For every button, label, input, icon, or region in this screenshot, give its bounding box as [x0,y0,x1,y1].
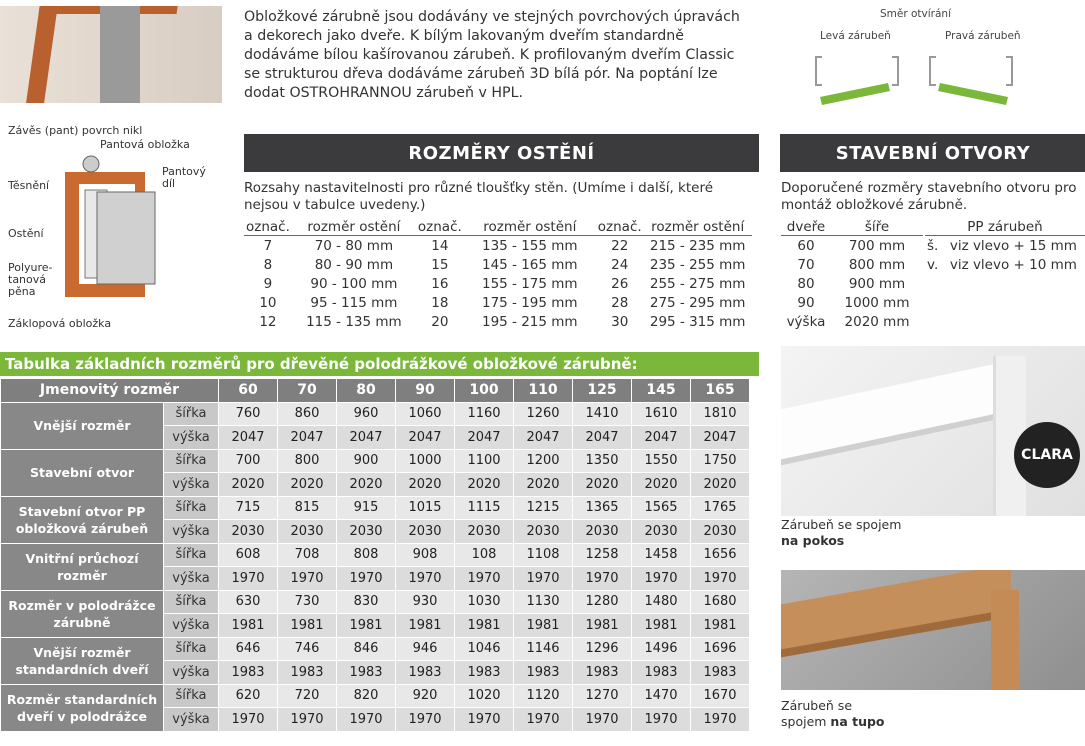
reveal-mark: 30 [611,313,629,330]
reveal-mark: 8 [263,256,273,273]
table-cell: 1970 [219,708,278,732]
table-cell: 1981 [278,614,337,638]
row-label: Vnitřní průchozí rozměr [1,543,164,590]
table-cell: 1970 [396,708,455,732]
reveal-size: 175 - 195 mm [481,294,578,311]
caption-text: Zárubeň se [781,698,853,713]
row-label: Rozměr standardních dveří v polodrážce [1,684,164,731]
reveal-size: 155 - 175 mm [481,275,578,292]
row-dimension: výška [164,473,219,497]
reveal-size: 235 - 255 mm [649,256,746,273]
table-cell: 2047 [573,426,632,450]
table-cell: 1970 [691,708,750,732]
pp-row [925,236,1085,256]
table-cell: 800 [278,449,337,473]
table-cell: 2047 [219,426,278,450]
butt-joint-caption [781,698,885,730]
table-cell: 1410 [573,402,632,426]
opening-width: 1000 mm [844,294,910,311]
reveal-row [244,255,752,274]
col-mark: označ. [246,219,290,235]
table-cell: 1981 [396,614,455,638]
frame-cross-section [55,150,165,300]
table-cell: 1200 [514,449,573,473]
table-cell: 2047 [337,426,396,450]
table-cell: 1983 [455,661,514,685]
reveal-size: 95 - 115 mm [310,294,398,311]
reveal-size: 275 - 295 mm [649,294,746,311]
table-row [1,637,750,661]
table-cell: 2020 [219,473,278,497]
row-dimension: výška [164,708,219,732]
table-cell: 960 [337,402,396,426]
table-cell: 1100 [455,449,514,473]
table-cell: 830 [337,590,396,614]
reveal-size: 70 - 80 mm [314,237,394,254]
table-cell: 2047 [455,426,514,450]
row-dimension: šířka [164,496,219,520]
opening-direction-title: Směr otvírání [880,8,952,20]
reveal-size: 115 - 135 mm [306,313,402,330]
nominal-size: 90 [396,379,455,403]
table-cell: 2030 [514,520,573,544]
col-size: rozměr ostění [464,219,596,236]
table-cell: 1983 [219,661,278,685]
reveal-size: 295 - 315 mm [649,313,746,330]
table-cell: 930 [396,590,455,614]
table-cell: 1258 [573,543,632,567]
row-dimension: výška [164,426,219,450]
table-cell: 2030 [219,520,278,544]
table-cell: 1270 [573,684,632,708]
reveal-mark: 28 [611,294,629,311]
col-mark: označ. [597,219,642,235]
table-cell: 1970 [573,567,632,591]
table-cell: 820 [337,684,396,708]
table-cell: 1970 [219,567,278,591]
table-row [1,684,750,708]
table-cell: 1970 [514,708,573,732]
table-cell: 1983 [337,661,396,685]
table-cell: 715 [219,496,278,520]
table-cell: 1970 [337,567,396,591]
table-cell: 700 [219,449,278,473]
table-cell: 1750 [691,449,750,473]
nominal-size: 110 [514,379,573,403]
row-dimension: šířka [164,684,219,708]
table-cell: 1470 [632,684,691,708]
table-cell: 2030 [337,520,396,544]
reveal-size: 145 - 165 mm [481,256,578,273]
right-frame-label: Pravá zárubeň [945,30,1021,42]
table-cell: 1983 [573,661,632,685]
hinge-label: Závěs (pant) povrch nikl [8,124,143,137]
row-dimension: šířka [164,637,219,661]
door-size: výška [786,313,826,330]
table-cell: 1970 [278,708,337,732]
table-cell: 1981 [337,614,396,638]
table-cell: 1680 [691,590,750,614]
table-cell: 760 [219,402,278,426]
reveal-header: ROZMĚRY OSTĚNÍ [244,134,759,172]
table-cell: 1981 [219,614,278,638]
reveal-size: 195 - 215 mm [481,313,578,330]
table-cell: 915 [337,496,396,520]
table-cell: 1970 [455,708,514,732]
openings-row [781,274,923,293]
main-table-title: Tabulka základních rozměrů pro dřevěné polodrážkové obložkové zárubně: [0,352,759,376]
table-cell: 1970 [278,567,337,591]
col-door: dveře [781,219,831,236]
table-cell: 1970 [691,567,750,591]
table-cell: 108 [455,543,514,567]
table-cell: 1260 [514,402,573,426]
table-cell: 720 [278,684,337,708]
row-dimension: šířka [164,402,219,426]
caption-text: Zárubeň se spojem [781,517,902,532]
table-cell: 1480 [632,590,691,614]
reveal-mark: 20 [431,313,449,330]
reveal-size: 80 - 90 mm [314,256,394,273]
openings-header: STAVEBNÍ OTVORY [780,134,1085,172]
reveal-row [244,274,752,293]
table-cell: 608 [219,543,278,567]
table-cell: 908 [396,543,455,567]
table-cell: 2030 [396,520,455,544]
table-cell: 1970 [573,708,632,732]
reveal-mark: 16 [431,275,449,292]
nominal-size-label: Jmenovitý rozměr [1,379,219,403]
table-cell: 1015 [396,496,455,520]
table-cell: 2047 [278,426,337,450]
reveal-size: 90 - 100 mm [310,275,398,292]
left-frame-label: Levá zárubeň [820,30,891,42]
col-size: rozměr ostění [292,219,416,236]
door-size: 60 [797,237,815,254]
caption-text: spojem [781,714,831,729]
table-cell: 1458 [632,543,691,567]
table-cell: 900 [337,449,396,473]
table-cell: 620 [219,684,278,708]
hinge-trim-label: Pantová obložka [100,138,190,151]
reveal-mark: 24 [611,256,629,273]
reveal-row [244,236,752,256]
pp-value: viz vlevo + 15 mm [949,237,1077,254]
row-label: Vnější rozměr [1,402,164,449]
openings-row [781,236,923,256]
table-cell: 2030 [455,520,514,544]
row-label: Stavební otvor PP obložková zárubeň [1,496,164,543]
reveal-size: 215 - 235 mm [649,237,746,254]
table-cell: 1120 [514,684,573,708]
pp-value: viz vlevo + 10 mm [949,256,1077,273]
hinge-part-label: Pantový díl [162,165,206,190]
table-cell: 2020 [691,473,750,497]
pp-row [925,255,1085,274]
row-dimension: šířka [164,543,219,567]
table-cell: 1765 [691,496,750,520]
nominal-size: 100 [455,379,514,403]
table-cell: 2047 [691,426,750,450]
pp-frame-table [925,219,1085,274]
openings-description: Doporučené rozměry stavebního otvoru pro montáž obložkové zárubně. [781,180,1077,213]
door-frame-photo [0,6,222,103]
door-size: 90 [797,294,815,311]
reveal-mark: 7 [263,237,273,254]
reveal-mark: 10 [259,294,277,311]
mitred-joint-caption [781,517,901,549]
opening-direction-diagram [800,45,1050,115]
table-cell: 708 [278,543,337,567]
table-cell: 1696 [691,637,750,661]
intro-text: Obložkové zárubně jsou dodávány ve stejných povrchových úpravách a dekorech jako dveře. K bílým lakovaným dveřím standardně dodáváme bílou kašírovanou zárubeň. K profilovaným dveřím Classic se strukturou dřeva dodáváme zárubeň 3D bílá pór. Na poptání lze dodat OSTROHRANNOU zárubeň v HPL. [244,9,740,101]
table-cell: 946 [396,637,455,661]
dimensions-table [0,378,750,732]
table-cell: 1970 [337,708,396,732]
table-cell: 2020 [337,473,396,497]
table-cell: 860 [278,402,337,426]
col-width: šíře [831,219,923,236]
opening-width: 900 mm [848,275,906,292]
reveal-mark: 14 [431,237,449,254]
row-label: Vnější rozměr standardních dveří [1,637,164,684]
table-cell: 1020 [455,684,514,708]
table-cell: 2047 [396,426,455,450]
table-cell: 2020 [632,473,691,497]
reveal-mark: 26 [611,275,629,292]
table-cell: 1108 [514,543,573,567]
caption-bold: na tupo [830,714,885,729]
reveal-label: Ostění [8,227,44,240]
opening-width: 800 mm [848,256,906,273]
row-dimension: výška [164,661,219,685]
table-cell: 846 [337,637,396,661]
row-dimension: výška [164,567,219,591]
openings-table [781,219,923,331]
opening-width: 2020 mm [844,313,910,330]
table-cell: 1656 [691,543,750,567]
table-cell: 2030 [691,520,750,544]
table-cell: 646 [219,637,278,661]
openings-row [781,293,923,312]
table-cell: 2020 [514,473,573,497]
door-size: 80 [797,275,815,292]
nominal-size: 125 [573,379,632,403]
reveal-row [244,293,752,312]
base-trim-label: Záklopová obložka [8,317,112,330]
table-row [1,496,750,520]
reveal-row [244,312,752,331]
openings-row [781,255,923,274]
seal-label: Těsnění [8,179,50,192]
row-label: Stavební otvor [1,449,164,496]
table-cell: 1130 [514,590,573,614]
clara-badge: CLARA [1014,422,1080,488]
table-cell: 1981 [514,614,573,638]
reveal-size: 135 - 155 mm [481,237,578,254]
reveal-mark: 9 [263,275,273,292]
table-cell: 1970 [396,567,455,591]
table-cell: 1970 [632,567,691,591]
nominal-size: 80 [337,379,396,403]
table-cell: 1115 [455,496,514,520]
door-size: 70 [797,256,815,273]
table-header-row [1,379,750,403]
table-cell: 815 [278,496,337,520]
table-cell: 2020 [573,473,632,497]
table-cell: 1046 [455,637,514,661]
table-cell: 1983 [691,661,750,685]
table-cell: 1060 [396,402,455,426]
reveal-mark: 18 [431,294,449,311]
reveal-table [244,219,752,331]
table-cell: 730 [278,590,337,614]
table-row [1,449,750,473]
row-dimension: výška [164,520,219,544]
table-cell: 2030 [573,520,632,544]
reveal-description: Rozsahy nastavitelnosti pro různé tloušťky stěn. (Umíme i další, které nejsou v tabulce uvedeny.) [244,180,714,213]
table-cell: 1983 [278,661,337,685]
table-cell: 1496 [632,637,691,661]
row-label: Rozměr v polodrážce zárubně [1,590,164,637]
table-cell: 1030 [455,590,514,614]
row-dimension: šířka [164,449,219,473]
pp-dim: v. [927,256,939,273]
pp-dim: š. [927,237,939,254]
table-cell: 1365 [573,496,632,520]
table-cell: 920 [396,684,455,708]
table-cell: 2020 [396,473,455,497]
nominal-size: 70 [278,379,337,403]
reveal-mark: 12 [259,313,277,330]
reveal-mark: 15 [431,256,449,273]
table-cell: 2047 [632,426,691,450]
table-cell: 1970 [632,708,691,732]
table-cell: 2047 [514,426,573,450]
row-dimension: výška [164,614,219,638]
table-cell: 1981 [691,614,750,638]
table-cell: 630 [219,590,278,614]
table-cell: 1970 [514,567,573,591]
table-cell: 1810 [691,402,750,426]
reveal-size: 255 - 275 mm [649,275,746,292]
table-cell: 1000 [396,449,455,473]
nominal-size: 145 [632,379,691,403]
table-cell: 1350 [573,449,632,473]
col-size: rozměr ostění [644,219,752,236]
table-cell: 808 [337,543,396,567]
foam-label: Polyure- tanová pěna [8,261,53,298]
openings-row [781,312,923,331]
opening-width: 700 mm [848,237,906,254]
table-cell: 1670 [691,684,750,708]
col-mark: označ. [417,219,462,235]
table-cell: 1983 [632,661,691,685]
table-cell: 1983 [514,661,573,685]
table-cell: 1296 [573,637,632,661]
table-cell: 2030 [632,520,691,544]
col-pp: PP zárubeň [925,219,1085,236]
nominal-size: 165 [691,379,750,403]
table-cell: 1565 [632,496,691,520]
table-cell: 1981 [632,614,691,638]
nominal-size: 60 [219,379,278,403]
table-cell: 1280 [573,590,632,614]
table-cell: 1610 [632,402,691,426]
table-row [1,590,750,614]
table-cell: 1983 [396,661,455,685]
table-cell: 2030 [278,520,337,544]
table-cell: 2020 [455,473,514,497]
table-cell: 1981 [573,614,632,638]
table-cell: 1160 [455,402,514,426]
table-row [1,402,750,426]
table-cell: 1146 [514,637,573,661]
caption-bold: na pokos [781,533,845,548]
table-cell: 1981 [455,614,514,638]
butt-joint-photo [781,570,1085,690]
row-dimension: šířka [164,590,219,614]
table-cell: 1970 [455,567,514,591]
table-cell: 1215 [514,496,573,520]
table-cell: 2020 [278,473,337,497]
table-cell: 746 [278,637,337,661]
table-row [1,543,750,567]
table-cell: 1550 [632,449,691,473]
reveal-mark: 22 [611,237,629,254]
